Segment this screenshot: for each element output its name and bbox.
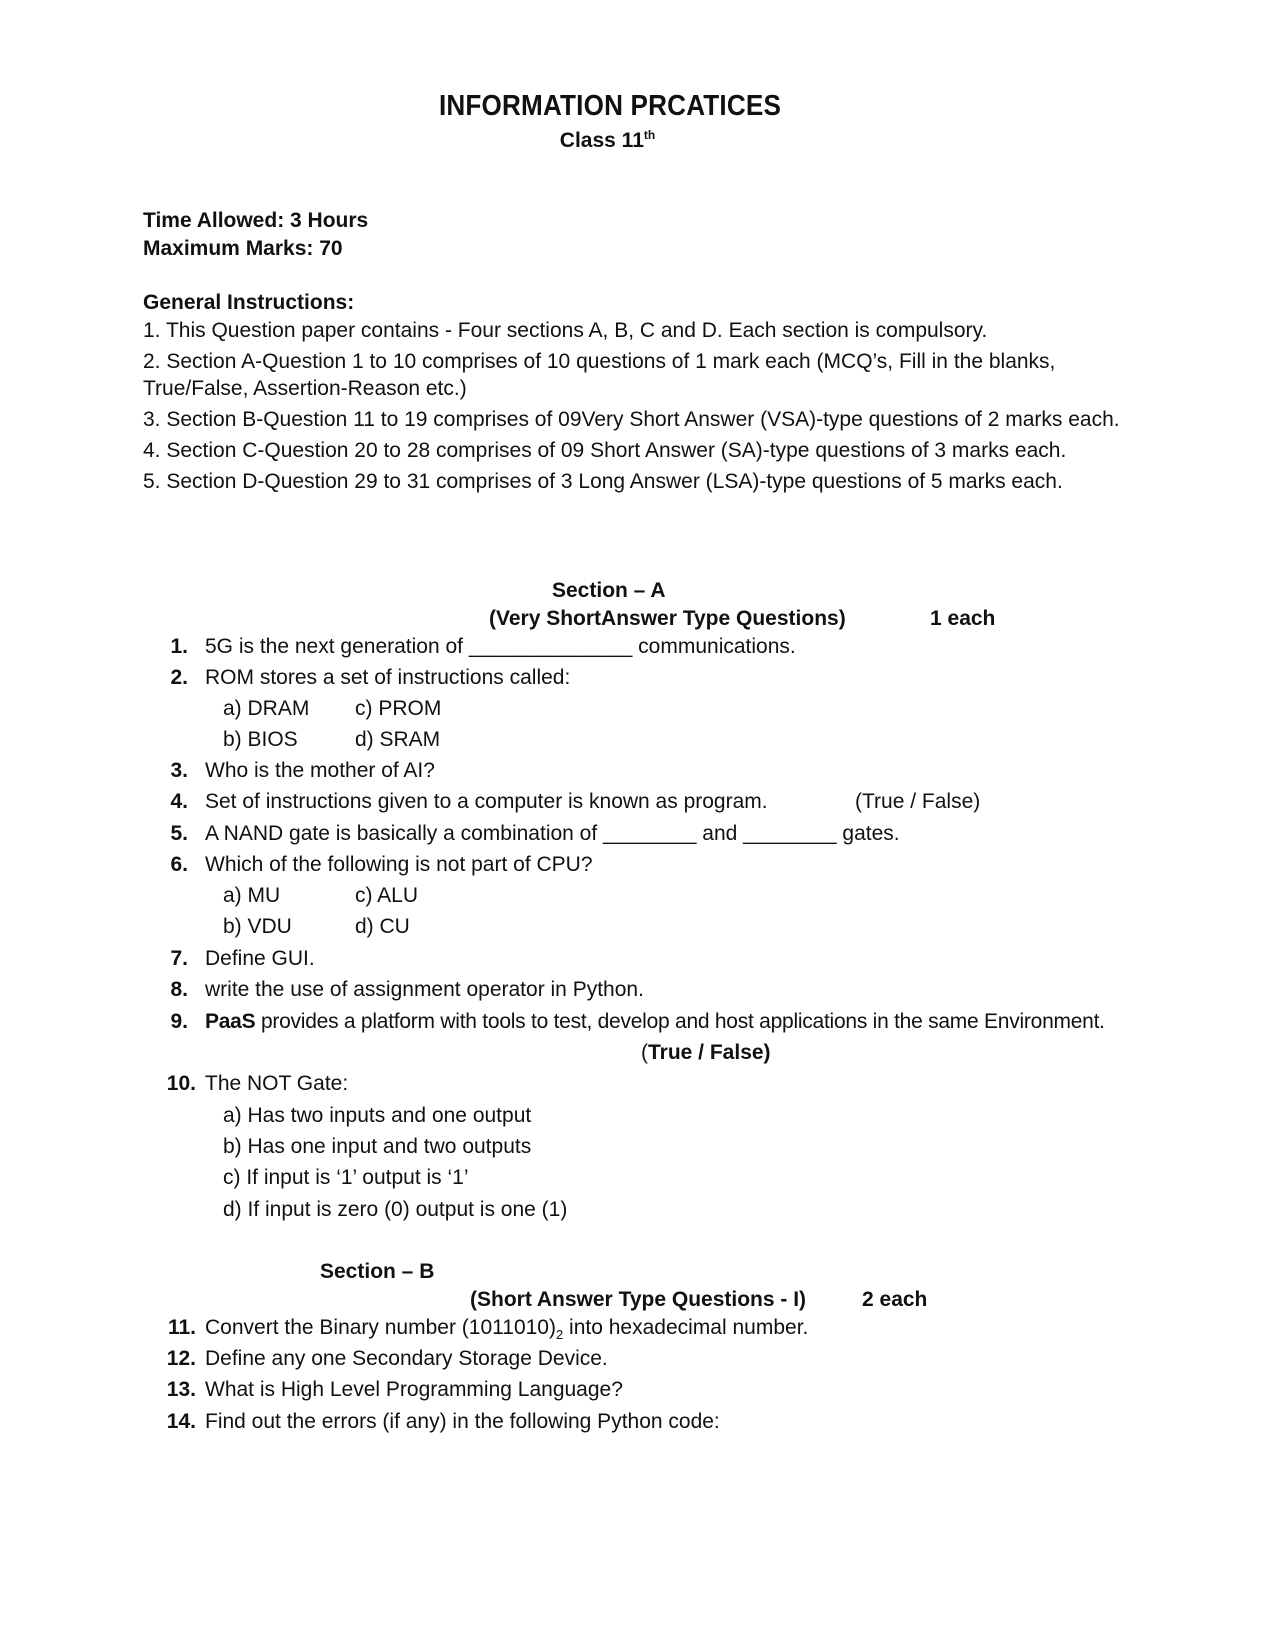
question-text: Which of the following is not part of CPU? — [205, 853, 593, 876]
option-a: a) Has two inputs and one output — [223, 1104, 532, 1127]
option-c: c) If input is ‘1’ output is ‘1’ — [223, 1166, 469, 1189]
tf-text: True / False) — [648, 1041, 771, 1064]
option-b: b) BIOS — [223, 728, 298, 751]
option-c: c) PROM — [355, 697, 442, 720]
question-text: What is High Level Programming Language? — [205, 1378, 623, 1401]
section-a-title: Section – A — [552, 579, 666, 602]
question-number: 5. — [170, 822, 188, 845]
question-number: 14. — [166, 1410, 196, 1433]
page-title: INFORMATION PRCATICES — [438, 90, 782, 122]
class-label — [0, 128, 1215, 153]
question-text — [205, 1316, 808, 1342]
question-number: 9. — [170, 1010, 188, 1033]
option-a: a) DRAM — [223, 697, 310, 720]
question-number: 10. — [166, 1072, 196, 1095]
question-number: 7. — [170, 947, 188, 970]
maximum-marks: Maximum Marks: 70 — [143, 237, 343, 260]
question-number: 2. — [170, 666, 188, 689]
question-number: 1. — [170, 635, 188, 658]
q11-text-after: into hexadecimal number. — [563, 1316, 809, 1339]
question-text: Set of instructions given to a computer is known as program. — [205, 790, 768, 813]
question-text: A NAND gate is basically a combination of ________ and ________ gates. — [205, 822, 900, 845]
instruction-line-1: 1. This Question paper contains - Four sections A, B, C and D. Each section is compulsory. — [143, 319, 988, 342]
class-suffix: th — [643, 128, 656, 142]
section-a-subtitle: (Very ShortAnswer Type Questions) — [489, 607, 846, 630]
option-d: d) SRAM — [355, 728, 441, 751]
question-text: The NOT Gate: — [205, 1072, 349, 1095]
q11-text-before: Convert the Binary number (1011010) — [205, 1316, 556, 1339]
option-b: b) Has one input and two outputs — [223, 1135, 532, 1158]
tf-open-paren: ( — [641, 1041, 648, 1064]
question-text: Find out the errors (if any) in the following Python code: — [205, 1410, 720, 1433]
question-number: 8. — [170, 978, 188, 1001]
question-text: write the use of assignment operator in Python. — [205, 978, 644, 1001]
instruction-line-2a: 2. Section A-Question 1 to 10 comprises of 10 questions of 1 mark each (MCQ’s, Fill in the blanks, — [143, 350, 1056, 373]
question-text-rest: provides a platform with tools to test, develop and host applications in the same Environment. — [255, 1010, 1105, 1033]
option-b: b) VDU — [223, 915, 292, 938]
instructions-heading: General Instructions: — [143, 291, 355, 314]
class-label-text: Class 11 — [559, 129, 644, 152]
option-d: d) CU — [355, 915, 410, 938]
question-text: ROM stores a set of instructions called: — [205, 666, 571, 689]
question-number: 6. — [170, 853, 188, 876]
true-false-label: (True / False) — [855, 790, 981, 813]
option-d: d) If input is zero (0) output is one (1) — [223, 1198, 568, 1221]
instruction-line-4: 4. Section C-Question 20 to 28 comprises of 09 Short Answer (SA)-type questions of 3 marks each. — [143, 439, 1067, 462]
section-a-marks: 1 each — [930, 607, 996, 630]
section-b-title: Section – B — [320, 1260, 435, 1283]
time-allowed: Time Allowed: 3 Hours — [143, 209, 369, 232]
question-text: Define any one Secondary Storage Device. — [205, 1347, 608, 1370]
question-number: 13. — [166, 1378, 196, 1401]
option-c: c) ALU — [355, 884, 419, 907]
instruction-line-3: 3. Section B-Question 11 to 19 comprises of 09Very Short Answer (VSA)-type questions of 2 marks each. — [143, 408, 1120, 431]
question-text: Who is the mother of AI? — [205, 759, 435, 782]
question-text — [205, 1010, 1105, 1034]
question-number: 3. — [170, 759, 188, 782]
instruction-line-5: 5. Section D-Question 29 to 31 comprises of 3 Long Answer (LSA)-type questions of 5 marks each. — [143, 470, 1063, 493]
true-false-label — [641, 1041, 771, 1065]
base-subscript: 2 — [555, 1327, 564, 1343]
section-b-subtitle: (Short Answer Type Questions - I) — [470, 1288, 807, 1311]
paas-term: PaaS — [205, 1010, 256, 1033]
section-b-marks: 2 each — [862, 1288, 928, 1311]
question-number: 4. — [170, 790, 188, 813]
option-a: a) MU — [223, 884, 281, 907]
question-number: 11. — [167, 1316, 196, 1339]
question-text: Define GUI. — [205, 947, 315, 970]
question-text: 5G is the next generation of ______________ communications. — [205, 635, 796, 658]
question-number: 12. — [166, 1347, 196, 1370]
instruction-line-2b: True/False, Assertion-Reason etc.) — [143, 377, 467, 400]
